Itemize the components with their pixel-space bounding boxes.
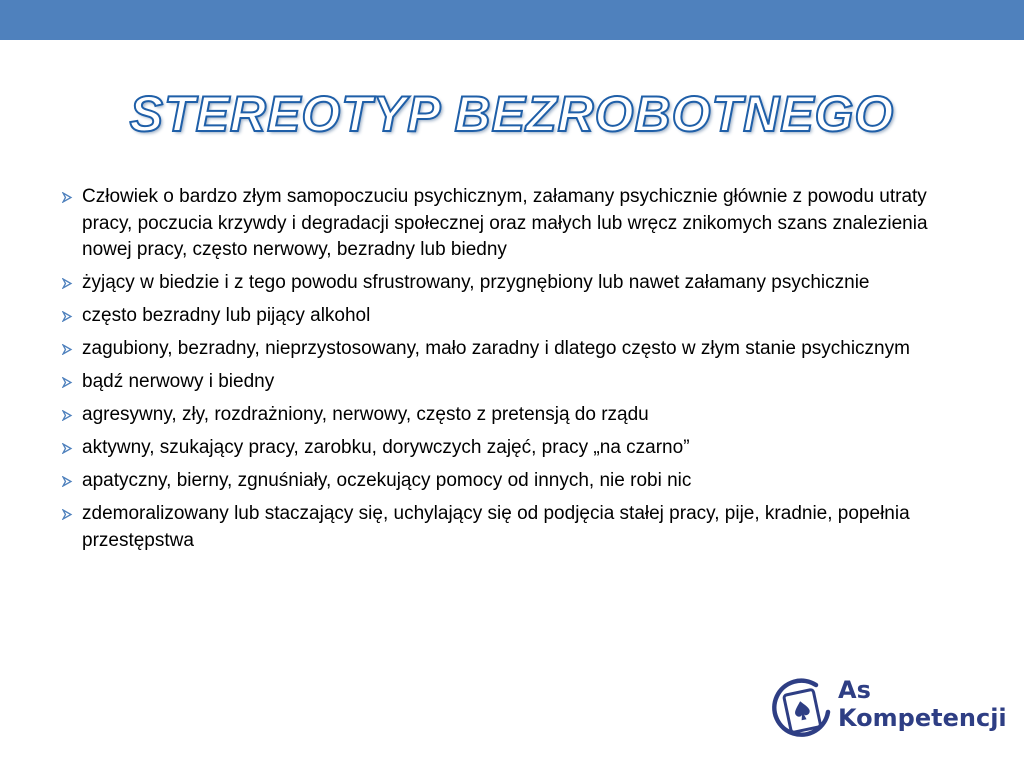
bullet-text: agresywny, zły, rozdrażniony, nerwowy, często z pretensją do rządu: [82, 404, 649, 425]
bullet-text: zdemoralizowany lub staczający się, uchylający się od podjęcia stałej pracy, pije, kradnie, popełnia przestępstwa: [82, 503, 910, 551]
as-kompetencji-logo: [770, 676, 1007, 744]
bullet-list: [62, 184, 962, 561]
bullet-item: [62, 270, 962, 297]
arrow-bullet-icon: [62, 278, 73, 289]
bullet-text: Człowiek o bardzo złym samopoczuciu psychicznym, załamany psychicznie głównie z powodu utraty pracy, poczucia krzywdy i degradacji społecznej oraz małych lub wręcz znikomych szans znalezienia nowej pracy, często nerwowy, bezradny lub biedny: [82, 186, 928, 260]
bullet-item: [62, 369, 962, 396]
bullet-text: żyjący w biedzie i z tego powodu sfrustrowany, przygnębiony lub nawet załamany psychicznie: [82, 272, 870, 293]
arrow-bullet-icon: [62, 377, 73, 388]
logo-wordmark: [838, 676, 1007, 732]
arrow-bullet-icon: [62, 509, 73, 520]
bullet-text: bądź nerwowy i biedny: [82, 371, 275, 392]
bullet-item: [62, 336, 962, 363]
bullet-text: aktywny, szukający pracy, zarobku, dorywczych zajęć, pracy „na czarno”: [82, 437, 690, 458]
bullet-item: [62, 468, 962, 495]
arrow-bullet-icon: [62, 344, 73, 355]
arrow-bullet-icon: [62, 410, 73, 421]
bullet-text: apatyczny, bierny, zgnuśniały, oczekujący pomocy od innych, nie robi nic: [82, 470, 692, 491]
slide-title: STEREOTYP BEZROBOTNEGO: [129, 86, 895, 142]
logo-line-as: As: [838, 676, 871, 704]
arrow-bullet-icon: [62, 311, 73, 322]
bullet-item: [62, 184, 962, 264]
bullet-text: zagubiony, bezradny, nieprzystosowany, mało zaradny i dlatego często w złym stanie psychicznym: [82, 338, 910, 359]
bullet-item: [62, 303, 962, 330]
arrow-bullet-icon: [62, 443, 73, 454]
bullet-item: [62, 402, 962, 429]
top-accent-bar: [0, 0, 1024, 40]
spade-card-icon: [770, 676, 834, 740]
bullet-item: [62, 435, 962, 462]
bullet-item: [62, 501, 962, 554]
bullet-text: często bezradny lub pijący alkohol: [82, 305, 371, 326]
arrow-bullet-icon: [62, 476, 73, 487]
arrow-bullet-icon: [62, 192, 73, 203]
logo-line-kompetencji: Kompetencji: [838, 704, 1007, 732]
